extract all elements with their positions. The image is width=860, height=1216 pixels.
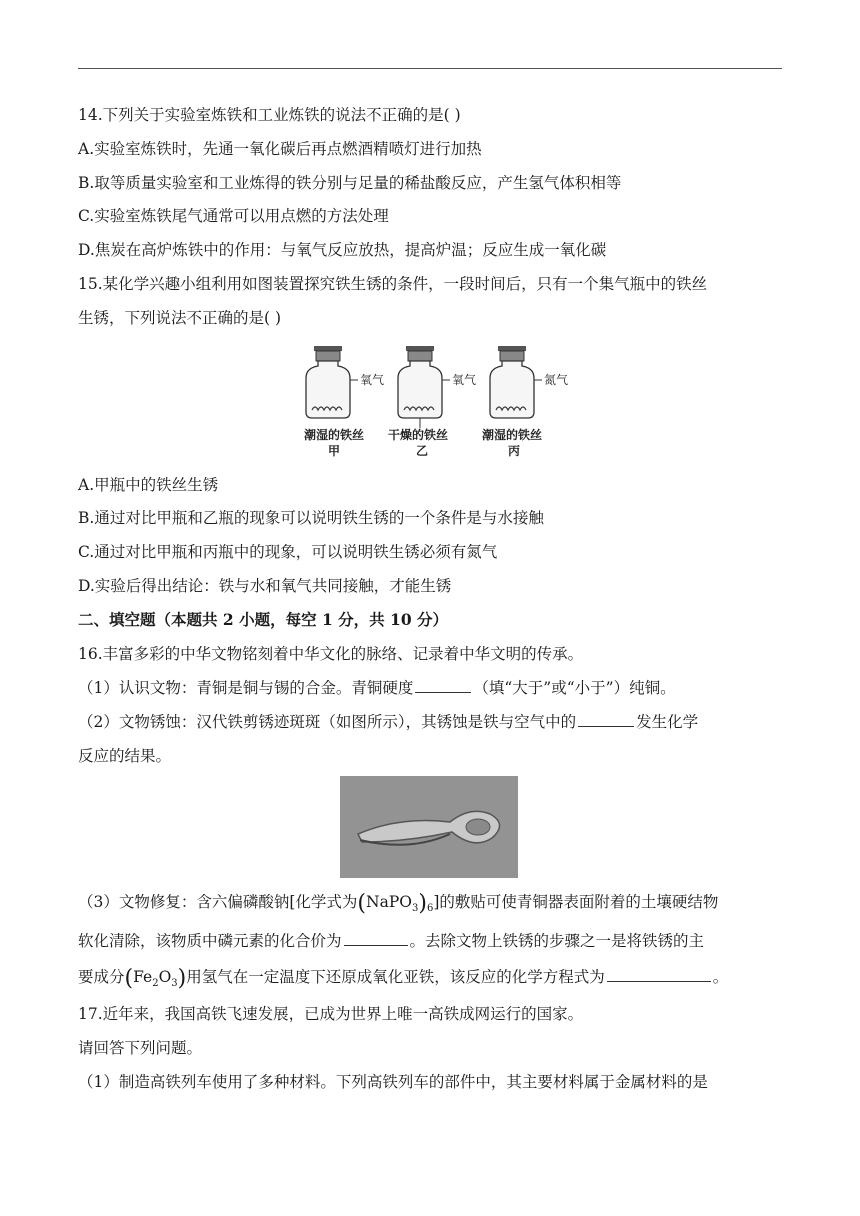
q16-stem: 16.丰富多彩的中华文物铭刻着中华文化的脉络、记录着中华文明的传承。 <box>78 645 584 663</box>
q16-part2-line2: 反应的结果。 <box>78 747 172 765</box>
q16-part3-line1: （3）文物修复：含六偏磷酸钠[化学式为$(NaPO_3)_6$]的敷贴可使青铜器表面附着的土壤硬结物 <box>78 891 719 916</box>
q16-part3-line3: 要成分$(Fe_2O_3)$用氢气在一定温度下还原成氧化亚铁，该反应的化学方程式为 。 <box>78 966 729 991</box>
answer-blank[interactable] <box>415 678 471 693</box>
gas-label-jia: 氧气 <box>360 373 385 387</box>
q14-option-b: B.取等质量实验室和工业炼得的铁分别与足量的稀盐酸反应，产生氢气体积相等 <box>78 174 622 192</box>
gas-label-bing: 氮气 <box>544 373 569 387</box>
answer-blank[interactable] <box>578 712 634 727</box>
q15-option-b: B.通过对比甲瓶和乙瓶的现象可以说明铁生锈的一个条件是与水接触 <box>78 509 544 527</box>
q14-option-d: D.焦炭在高炉炼铁中的作用：与氧气反应放热，提高炉温；反应生成一氧化碳 <box>78 241 607 259</box>
bottle-name-bing: 丙 <box>508 444 521 458</box>
section-heading: 二、填空题（本题共 2 小题，每空 1 分，共 10 分） <box>78 610 449 629</box>
q17-line2: 请回答下列问题。 <box>78 1039 203 1057</box>
q17-part1: （1）制造高铁列车使用了多种材料。下列高铁列车的部件中，其主要材料属于金属材料的是 <box>78 1073 708 1091</box>
rust-experiment-figure <box>300 346 580 458</box>
bottle-bing <box>490 346 542 418</box>
q16-part3-line2: 软化清除，该物质中磷元素的化合价为 。去除文物上铁锈的步骤之一是将铁锈的主 <box>78 932 705 950</box>
q14-option-a: A.实验室炼铁时，先通一氧化碳后再点燃酒精喷灯进行加热 <box>78 140 482 158</box>
answer-blank[interactable] <box>607 967 711 982</box>
q14-option-c: C.实验室炼铁尾气通常可以用点燃的方法处理 <box>78 207 389 225</box>
q15-option-a: A.甲瓶中的铁丝生锈 <box>78 476 219 494</box>
q14-stem: 14.下列关于实验室炼铁和工业炼铁的说法不正确的是( ) <box>78 106 461 124</box>
bottle-jia <box>306 346 358 418</box>
wire-label-yi: 干燥的铁丝 <box>388 428 449 442</box>
q15-stem-line1: 15.某化学兴趣小组利用如图装置探究铁生锈的条件，一段时间后，只有一个集气瓶中的铁丝 <box>78 275 708 293</box>
q15-option-d: D.实验后得出结论：铁与水和氧气共同接触，才能生锈 <box>78 577 452 595</box>
bottle-name-yi: 乙 <box>416 444 429 458</box>
q16-part1: （1）认识文物：青铜是铜与锡的合金。青铜硬度 （填“大于”或“小于”）纯铜。 <box>78 679 676 697</box>
q15-option-c: C.通过对比甲瓶和丙瓶中的现象，可以说明铁生锈必须有氮气 <box>78 543 498 561</box>
bottle-name-jia: 甲 <box>328 444 341 458</box>
wire-label-jia: 潮湿的铁丝 <box>304 428 365 442</box>
header-rule <box>78 68 782 69</box>
bottle-yi <box>398 346 450 428</box>
answer-blank[interactable] <box>344 931 408 946</box>
gas-label-yi: 氧气 <box>452 373 477 387</box>
q17-stem: 17.近年来，我国高铁飞速发展，已成为世界上唯一高铁成网运行的国家。 <box>78 1005 584 1023</box>
q16-part2: （2）文物锈蚀：汉代铁剪锈迹斑斑（如图所示），其锈蚀是铁与空气中的 发生化学 <box>78 713 699 731</box>
iron-scissors-photo <box>340 776 518 878</box>
wire-label-bing: 潮湿的铁丝 <box>482 428 543 442</box>
q15-stem-line2: 生锈，下列说法不正确的是( ) <box>78 309 282 327</box>
